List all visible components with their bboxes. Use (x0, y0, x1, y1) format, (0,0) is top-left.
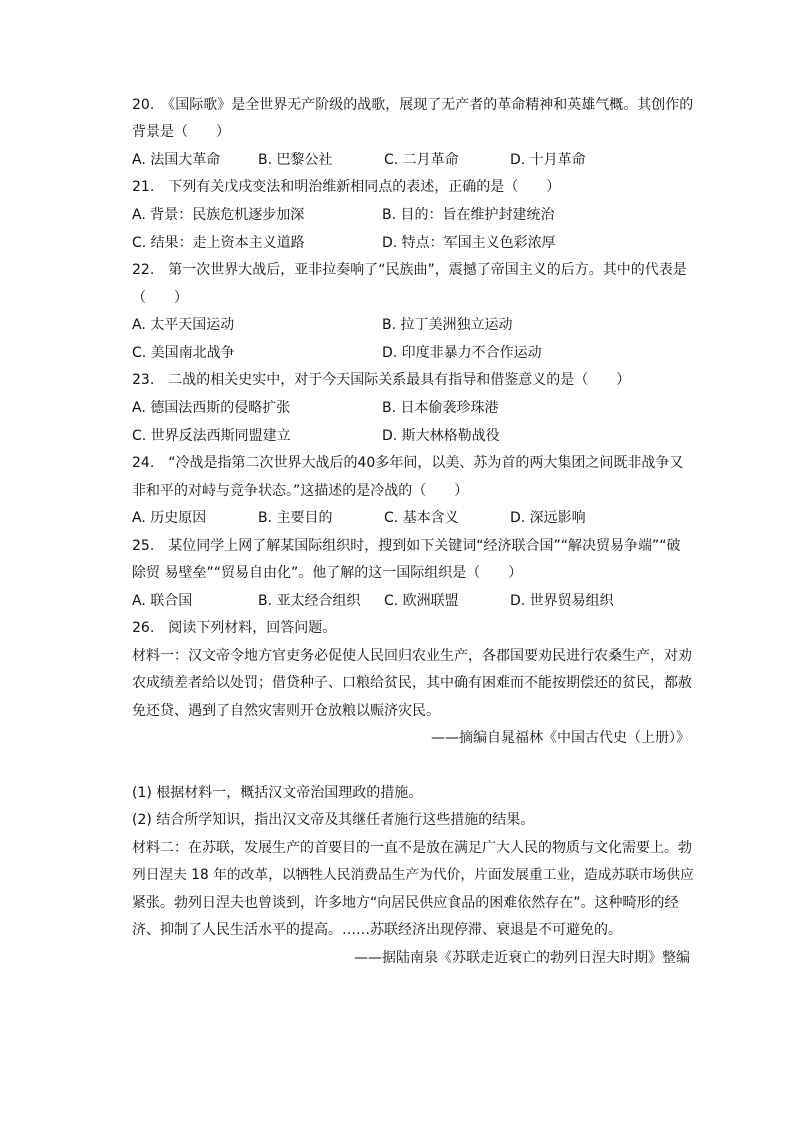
sub-question-1: (1) 根据材料一，概括汉文帝治国理政的措施。 (132, 785, 423, 801)
q23-option-d: D. 斯大林格勒战役 (382, 428, 500, 444)
q21-option-c: C. 结果：走上资本主义道路 (132, 235, 305, 251)
q20-option-c: C. 二月革命 (384, 152, 459, 168)
q21-option-d: D. 特点：军国主义色彩浓厚 (382, 235, 556, 251)
q21-option-a: A. 背景：民族危机逐步加深 (132, 207, 305, 223)
q24-stem-line1: 24. “冷战是指第二次世界大战后的40多年间，以美、苏为首的两大集团之间既非战争又 (132, 455, 684, 471)
material-1-source: ——摘编自晁福林《中国古代史（上册）》 (431, 730, 690, 746)
q23-option-b: B. 日本偷袭珍珠港 (382, 400, 499, 416)
q24-option-c: C. 基本含义 (384, 510, 459, 526)
q22-option-d: D. 印度非暴力不合作运动 (382, 345, 542, 361)
material-2-line1: 材料二：在苏联，发展生产的首要目的一直不是放在满足广大人民的物质与文化需要上。勃 (132, 840, 692, 856)
material-2-line4: 济、抑制了人民生活水平的提高。……苏联经济出现停滞、衰退是不可避免的。 (132, 922, 622, 938)
q24-option-b: B. 主要目的 (258, 510, 333, 526)
material-1-line1: 材料一：汉文帝令地方官吏务必促使人民回归农业生产，各郡国要劝民进行农桑生产，对劝 (132, 648, 692, 664)
q22-option-c: C. 美国南北战争 (132, 345, 235, 361)
q21-stem: 21. 下列有关戊戌变法和明治维新相同点的表述，正确的是（ ） (132, 179, 561, 195)
material-2-line3: 紧张。勃列日涅夫也曾谈到，许多地方“向居民供应食品的困难依然存在”。这种畸形的经 (132, 895, 679, 911)
q25-option-c: C. 欧洲联盟 (384, 593, 459, 609)
q24-options (132, 508, 586, 528)
q25-stem-line2: 除贸 易壁垒”“贸易自由化”。他了解的这一国际组织是（ ） (132, 565, 523, 581)
q22-option-a: A. 太平天国运动 (132, 317, 235, 333)
q25-options (132, 591, 614, 611)
material-2-source: ——据陆南泉《苏联走近衰亡的勃列日涅夫时期》整编 (354, 950, 690, 966)
q20-options (132, 150, 586, 170)
q25-option-d: D. 世界贸易组织 (510, 593, 614, 609)
q20-stem-line1: 20. 《国际歌》是全世界无产阶级的战歌，展现了无产者的革命精神和英雄气概。其创作的 (132, 97, 694, 113)
q20-option-d: D. 十月革命 (510, 152, 586, 168)
q22-option-b: B. 拉丁美洲独立运动 (382, 317, 513, 333)
q20-option-b: B. 巴黎公社 (258, 152, 333, 168)
q22-stem-line2: （ ） (132, 290, 188, 306)
q24-option-a: A. 历史原因 (132, 510, 207, 526)
q26-stem: 26. 阅读下列材料，回答问题。 (132, 620, 337, 636)
q24-stem-line2: 非和平的对峙与竞争状态。”这描述的是冷战的（ ） (132, 483, 469, 499)
q20-option-a: A. 法国大革命 (132, 152, 221, 168)
q20-stem-line2: 背景是（ ） (132, 124, 230, 140)
material-1-line3: 免还贷、遇到了自然灾害则开仓放粮以赈济灾民。 (132, 703, 440, 719)
material-1-line2: 农成绩差者给以处罚；借贷种子、口粮给贫民，其中确有困难而不能按期偿还的贫民，都赦 (132, 675, 692, 691)
q25-stem-line1: 25. 某位同学上网了解某国际组织时，搜到如下关键词“经济联合国”“解决贸易争端”“破 (132, 538, 681, 554)
q23-option-c: C. 世界反法西斯同盟建立 (132, 428, 291, 444)
q24-option-d: D. 深远影响 (510, 510, 586, 526)
q21-option-b: B. 目的：旨在维护封建统治 (382, 207, 555, 223)
material-2-line2: 列日涅夫 18 年的改革，以牺牲人民消费品生产为代价，片面发展重工业，造成苏联市场供应 (132, 867, 694, 883)
q25-option-b: B. 亚太经合组织 (258, 593, 361, 609)
sub-question-2: (2) 结合所学知识，指出汉文帝及其继任者施行这些措施的结果。 (132, 812, 535, 828)
q23-stem: 23. 二战的相关史实中，对于今天国际关系最具有指导和借鉴意义的是（ ） (132, 372, 631, 388)
q25-option-a: A. 联合国 (132, 593, 193, 609)
q22-stem-line1: 22. 第一次世界大战后，亚非拉奏响了“民族曲”，震撼了帝国主义的后方。其中的代表是 (132, 262, 687, 278)
q23-option-a: A. 德国法西斯的侵略扩张 (132, 400, 291, 416)
